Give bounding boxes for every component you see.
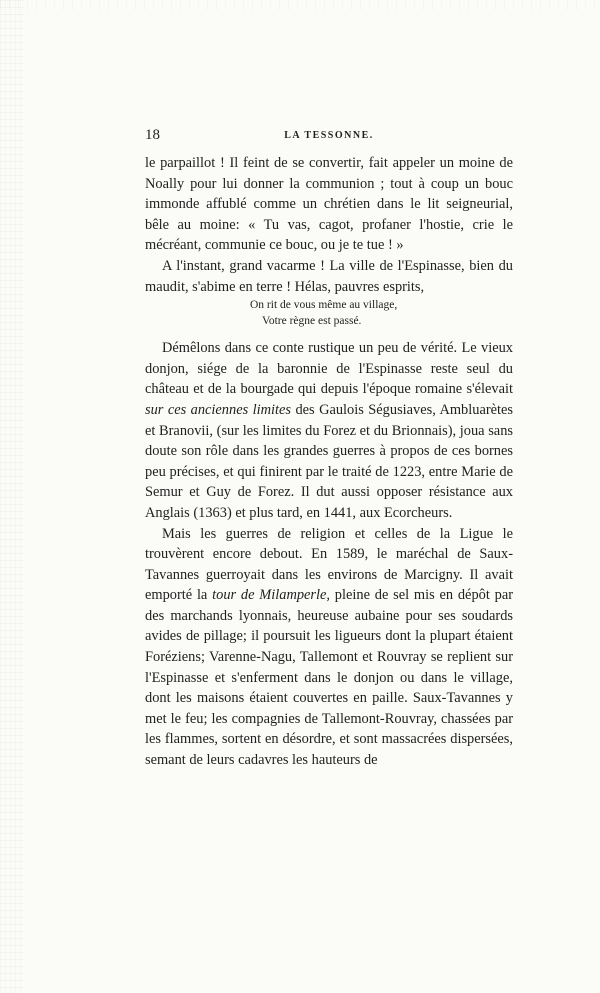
verse-line-1: On rit de vous même au village,: [250, 299, 398, 312]
paragraph-3: [145, 338, 513, 523]
paragraph-2: A l'instant, grand vacarme ! La ville de l'Espinasse, bien du maudit, s'abime en terre ! Hélas, pauvres esprits,: [145, 257, 513, 295]
verse-quote: [145, 298, 513, 329]
paragraph-1: le parpaillot ! Il feint de se convertir, fait appeler un moine de Noally pour lui donner la communion ; tout à coup un bouc immonde affublé comme un chrétien dans le lit seigneurial, bêle au moine: « Tu vas, cagot, profaner l'hostie, crie le mécréant, communie ce bouc, ou je te tue ! »: [145, 155, 513, 254]
page-body: [145, 153, 513, 771]
running-title: LA TESSONNE.: [284, 130, 374, 141]
paragraph-4-text-b: pleine de sel mis en dépôt par des marchands lyonnais, heureuse aubaine pour ses soudards avides de pillage; il poursuit les ligueurs dont la plupart étaient Foréziens; Varenne-Nagu, Tallemont et Rouvray se replient sur l'Espinasse et s'enferment dans le donjon ou dans le village, dont les maisons étaient couvertes en paille. Saux-Tavannes y met le feu; les compagnies de Tallemont-Rouvray, chassées par les flammes, sortent en désordre, et sont massacrées dispersées, semant de leurs cadavres les hauteurs de: [145, 587, 513, 769]
paragraph-4: [145, 524, 513, 771]
verse-line-2: Votre règne est passé.: [262, 314, 362, 327]
book-page: [145, 127, 513, 771]
paragraph-3-italic: sur ces anciennes limites: [145, 401, 292, 418]
scan-top-noise: [0, 0, 600, 10]
scan-edge-noise: [0, 0, 24, 993]
paragraph-4-text-a: Mais les guerres de religion et celles de la Ligue le trouvèrent encore debout. En 1589, le maréchal de Saux-Tavannes guerroyait dans les environs de Marcigny. Il avait emporté la: [145, 525, 513, 604]
paragraph-4-italic: tour de Milamperle,: [212, 587, 331, 604]
page-header: [145, 127, 513, 149]
paragraph-3-text-a: Démêlons dans ce conte rustique un peu de vérité. Le vieux donjon, siége de la baronnie de l'Espinasse reste seul du château et de la bourgade qui depuis l'époque romaine s'élevait: [145, 340, 513, 398]
paragraph-3-text-b: des Gaulois Ségusiaves, Ambluarètes et Branovii, (sur les limites du Forez et du Brionnais), joua sans doute son rôle dans les grandes guerres à propos de ces bornes peu précises, et qui finirent par le traité de 1223, entre Marie de Semur et Guy de Forez. Il dut aussi opposer résistance aux Anglais (1363) et plus tard, en 1441, aux Ecorcheurs.: [145, 401, 514, 521]
page-number: 18: [145, 127, 160, 143]
